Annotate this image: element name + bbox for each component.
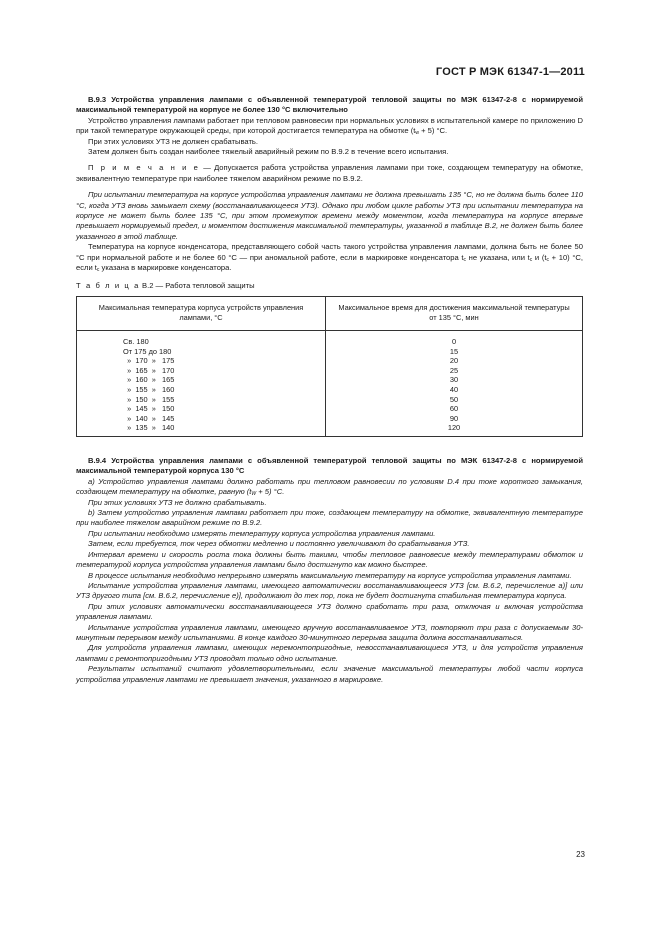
section-b94-paragraph: При этих условиях автоматически восстанавливающееся УТЗ должно сработать три раза, отключая и включая устройства управления лампами.: [76, 601, 583, 622]
table-cell-temp: » 170 » 175: [123, 356, 175, 366]
table-column-time: [326, 331, 583, 437]
section-b93-note: П р и м е ч а н и е — Допускается работа устройства управления лампами при токе, создающем температуру на обмотке, эквивалентную температуре при наиболее тяжелом аварийном режиме по В.9.2.: [76, 163, 583, 183]
page-content: [76, 95, 583, 685]
thermal-protection-table: [76, 296, 583, 437]
table-cell-time: 20: [449, 356, 459, 366]
section-b94-paragraph: В процессе испытания необходимо непрерывно измерять максимальную температуру на корпусе устройства управления лампами.: [88, 570, 572, 580]
section-b94-paragraph: При этих условиях УТЗ не должно срабатывать.: [88, 497, 267, 507]
table-cell-temp: » 150 » 155: [123, 394, 175, 404]
table-cell-time: 15: [449, 346, 459, 356]
table-cell-time: 25: [449, 365, 459, 375]
table-cell-time: 120: [447, 423, 461, 433]
table-cell-temp: » 165 » 170: [123, 365, 175, 375]
table-header-time: Максимальное время для достижения максимальной температуры от 135 °С, мин: [326, 296, 583, 330]
section-b94-paragraph: Результаты испытаний считают удовлетворительными, если значение максимальной температуры любой части корпуса устройства управления лампами не превышает значения, указанного в маркировке.: [76, 664, 583, 684]
section-b93-paragraph: При испытании температура на корпусе устройства управления лампами не должна превышать 135 °С, но не должна быть более 110 °С, когда УТЗ вновь замыкает схему (восстанавливающееся УТЗ). Однако при любом цикле работы УТЗ при испытании температура на корпусе не может быть более 135 °С, при этом промежуток времени между моментом, когда температура на корпусе впервые превышает нормируемый предел, и моментом достижения максимальной температуры, указанной в таблице В.2, не должен быть более указанного в этой таблице.: [76, 190, 583, 241]
page-number: 23: [576, 850, 585, 859]
section-b94-paragraph: Затем, если требуется, ток через обмотки медленно и постоянно увеличивают до срабатывания УТЗ.: [88, 539, 470, 549]
table-cell-temp: » 160 » 165: [123, 375, 175, 385]
note-label: П р и м е ч а н и е: [88, 163, 200, 173]
table-cell-time: 40: [449, 385, 459, 395]
table-cell-time: 0: [451, 337, 457, 347]
table-header-temperature: Максимальная температура корпуса устройств управления лампами, °С: [77, 296, 326, 330]
table-cell-time: 60: [449, 404, 459, 414]
section-b94-paragraph: Испытание устройства управления лампами, имеющего вручную восстанавливаемое УТЗ, повторяют три раза с допускаемым 30-минутным перерывом между испытаниями. В конце каждого 30-минутного перерыва защита должна восстанавливаться.: [76, 622, 583, 642]
table-cell-time: 90: [449, 413, 459, 423]
table-cell-time: 50: [449, 394, 459, 404]
table-cell-time: 30: [449, 375, 459, 385]
section-b94-paragraph: b) Затем устройство управления лампами работает при токе, создающем температуру на обмотке, эквивалентную температуре при наиболее тяжелом аварийном режиме по В.9.2.: [76, 508, 583, 528]
table-cell-temp: От 175 до 180: [123, 346, 172, 356]
section-b94-paragraph: а) Устройство управления лампами должно работать при тепловом равновесии по условиям D.4 при токе короткого замыкания, создающем температуру на обмотке, равную $(t_W + 5)$ °С.: [76, 476, 583, 498]
section-b93-paragraph: При этих условиях УТЗ не должен срабатывать.: [88, 136, 258, 146]
section-b94-paragraph: Для устройств управления лампами, имеющих неремонтопригодные, невосстанавливающиеся УТЗ, и для устройств управления лампами с ремонтопригодными УТЗ проводят только одно испытание.: [76, 643, 583, 663]
table-cell-temp: » 135 » 140: [123, 423, 175, 433]
document-header: ГОСТ Р МЭК 61347-1—2011: [435, 66, 585, 78]
table-caption: Т а б л и ц а В.2 — Работа тепловой защиты: [76, 280, 255, 290]
section-b93-paragraph: Температура на корпусе конденсатора, представляющего собой часть такого устройства управления лампами, должна быть не более 50 °С при нормальной работе и не более 60 °С — при аномальной работе, если в маркировке конденсатора $t_c$ не указана, или $t_c$ и $(t_c + 10)$ °С, если $t_c$ указана в маркировке конденсатора.: [76, 242, 583, 274]
section-b94-paragraph: Интервал времени и скорость роста тока должны быть такими, чтобы тепловое равновесие между температурами обмоток и температурой корпуса устройства управления лампами было достигнуто как можно быстрее.: [76, 549, 583, 570]
section-b94-paragraph: Испытание устройства управления лампами, имеющего автоматически восстанавливающееся УТЗ [см. В.6.2, перечисление а)] или УТЗ другого типа [см. В.6.2, перечисление е)], продолжают до тех пор, пока не будет достигнута стабильная температура корпуса.: [76, 580, 583, 601]
table-cell-temp: » 140 » 145: [123, 413, 175, 423]
table-cell-temp: » 155 » 160: [123, 385, 175, 395]
table-cell-temp: Св. 180: [123, 337, 149, 347]
section-b93-paragraph: Затем должен быть создан наиболее тяжелый аварийный режим по В.9.2 в течение всего испытания.: [88, 147, 449, 157]
section-b94-paragraph: При испытании необходимо измерять температуру корпуса устройства управления лампами.: [88, 528, 436, 538]
table-column-temperature: [77, 331, 326, 437]
table-cell-temp: » 145 » 150: [123, 404, 175, 414]
section-b94-heading: В.9.4 Устройства управления лампами с объявленной температурой тепловой защиты по МЭК 61347-2-8 с нормируемой максимальной температурой корпуса 130 °С: [76, 456, 583, 476]
section-b93-paragraph: Устройство управления лампами работает при тепловом равновесии при нормальных условиях в испытательной камере по приложению D при такой температуре окружающей среды, при которой достигается температура на обмотке $(t_w + 5)$ °С.: [76, 115, 583, 137]
section-b93-heading: В.9.3 Устройства управления лампами с объявленной температурой тепловой защиты по МЭК 61347-2-8 с нормируемой максимальной температурой на корпусе не более 130 °С включительно: [76, 95, 583, 115]
